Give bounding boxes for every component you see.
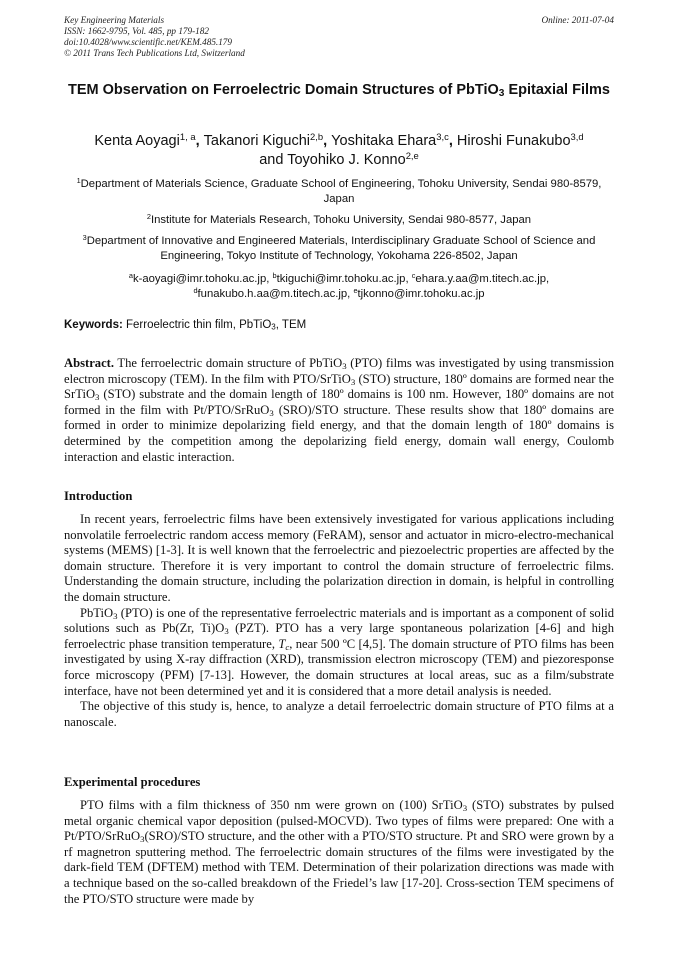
author: and Toyohiko J. Konno$^{2,e}$ <box>259 149 419 168</box>
paragraph: PTO films with a film thickness of 350 nm were grown on (100) SrTiO$_3$ (STO) substrates by pulsed metal organic chemical vapor deposition (pulsed-MOCVD). Two types of films were prepared: One with a Pt/PTO/SrRuO$_3$(SRO)/STO structure, and the other with a PTO/STO structure. Pt and SRO were grown by a rf magnetron sputtering method. The ferroelectric domain structures of the films were investigated by the dark-field TEM (DFTEM) method with TEM. Determination of their polarization directions was made with a technique based on the so-called breakdown of the Friedel’s law [17-20]. Cross-section TEM specimens of the PTO/STO structure were made by <box>64 798 614 906</box>
online-date: Online: 2011-07-04 <box>541 15 614 25</box>
author-list <box>64 132 614 170</box>
issn: ISSN: 1662-9795, Vol. 485, pp 179-182 <box>64 26 209 36</box>
affiliation-1: $^1$Department of Materials Science, Graduate School of Engineering, Tohoku University, Sendai 980-8579, Japan <box>76 175 602 205</box>
author-emails: $^a$k-aoyagi@imr.tohoku.ac.jp, $^b$tkiguchi@imr.tohoku.ac.jp, $^c$ehara.y.aa@m.titech.ac.jp, $^d$funakubo.h.aa@m.titech.ac.jp, $^e$tjkonno@imr.tohoku.ac.jp <box>128 270 550 300</box>
experimental-body <box>64 798 614 907</box>
author: Takanori Kiguchi$^{2,b}$, <box>203 130 332 149</box>
paragraph: The objective of this study is, hence, to analyze a detail ferroelectric domain structure of PTO films at a nanoscale. <box>64 699 614 729</box>
introduction-body <box>64 512 614 730</box>
journal-header <box>64 15 614 59</box>
keywords: Keywords: Ferroelectric thin film, PbTiO$_3$, TEM <box>64 319 307 332</box>
doi: doi:10.4028/www.scientific.net/KEM.485.179 <box>64 37 232 47</box>
section-heading-experimental: Experimental procedures <box>64 775 201 789</box>
affiliation-3: $^3$Department of Innovative and Engineered Materials, Interdisciplinary Graduate School of Science and Engineering, Tokyo Institute of Technology, Yokohama 226-8502, Japan <box>82 232 596 262</box>
author: Yoshitaka Ehara$^{3,c}$, <box>331 130 457 149</box>
paragraph: In recent years, ferroelectric films have been extensively investigated for various applications including nonvolatile ferroelectric random access memory (FeRAM), sensor and actuator in micro-electro-mechanical systems (MEMS) [1-3]. It is well known that the ferroelectric and piezoelectric properties are affected by the domain structure. Therefore it is very important to control the domain structure of ferroelectric films. Understanding the domain structure, including the polarization direction in domain, is helpful in controlling the domain structure. <box>64 512 614 604</box>
affiliation-2: $^2$Institute for Materials Research, Tohoku University, Sendai 980-8577, Japan <box>146 211 532 226</box>
paper-title: TEM Observation on Ferroelectric Domain Structures of PbTiO$_3$ Epitaxial Films <box>67 82 610 100</box>
author: Hiroshi Funakubo$^{3,d}$ <box>456 130 584 149</box>
section-heading-introduction: Introduction <box>64 489 133 503</box>
author: Kenta Aoyagi$^{1, a}$, <box>94 130 204 149</box>
abstract: Abstract. The ferroelectric domain structure of PbTiO$_3$ (PTO) films was investigated by using transmission electron microscopy (TEM). In the film with PTO/SrTiO$_3$ (STO) structure, 180º domains are formed near the SrTiO$_3$ (STO) substrate and the domain length of 180º domains is 100 nm. However, 180º domains are not formed in the film with Pt/PTO/SrRuO$_3$ (SRO)/STO structure. These results show that 180º domains are formed in order to minimize depolarizing field energy, and that the domain length of 180º domains is determined by the competition among the depolarizing field energy, domain wall energy, Coulomb interaction and elastic interaction. <box>64 356 615 464</box>
paragraph: PbTiO$_3$ (PTO) is one of the representative ferroelectric materials and is important as a component of solid solutions such as Pb(Zr, $Ti)O_3$ (PZT). PTO has a very large spontaneous polarization [4-6] and high ferroelectric phase transition temperature, $T_c$, near 500 ºC [4,5]. The domain structure of PTO films has been investigated by using X-ray diffraction (XRD), transmission electron microscopy (TEM) and piezoresponse force microscopy (PFM) [7-13]. However, the domain structures at local areas, suc as a film/substrate interface, have not been determined yet and it is considered that a more detail analysis is needed. <box>64 605 615 698</box>
journal-name: Key Engineering Materials <box>64 15 165 25</box>
copyright: © 2011 Trans Tech Publications Ltd, Switzerland <box>64 48 245 58</box>
